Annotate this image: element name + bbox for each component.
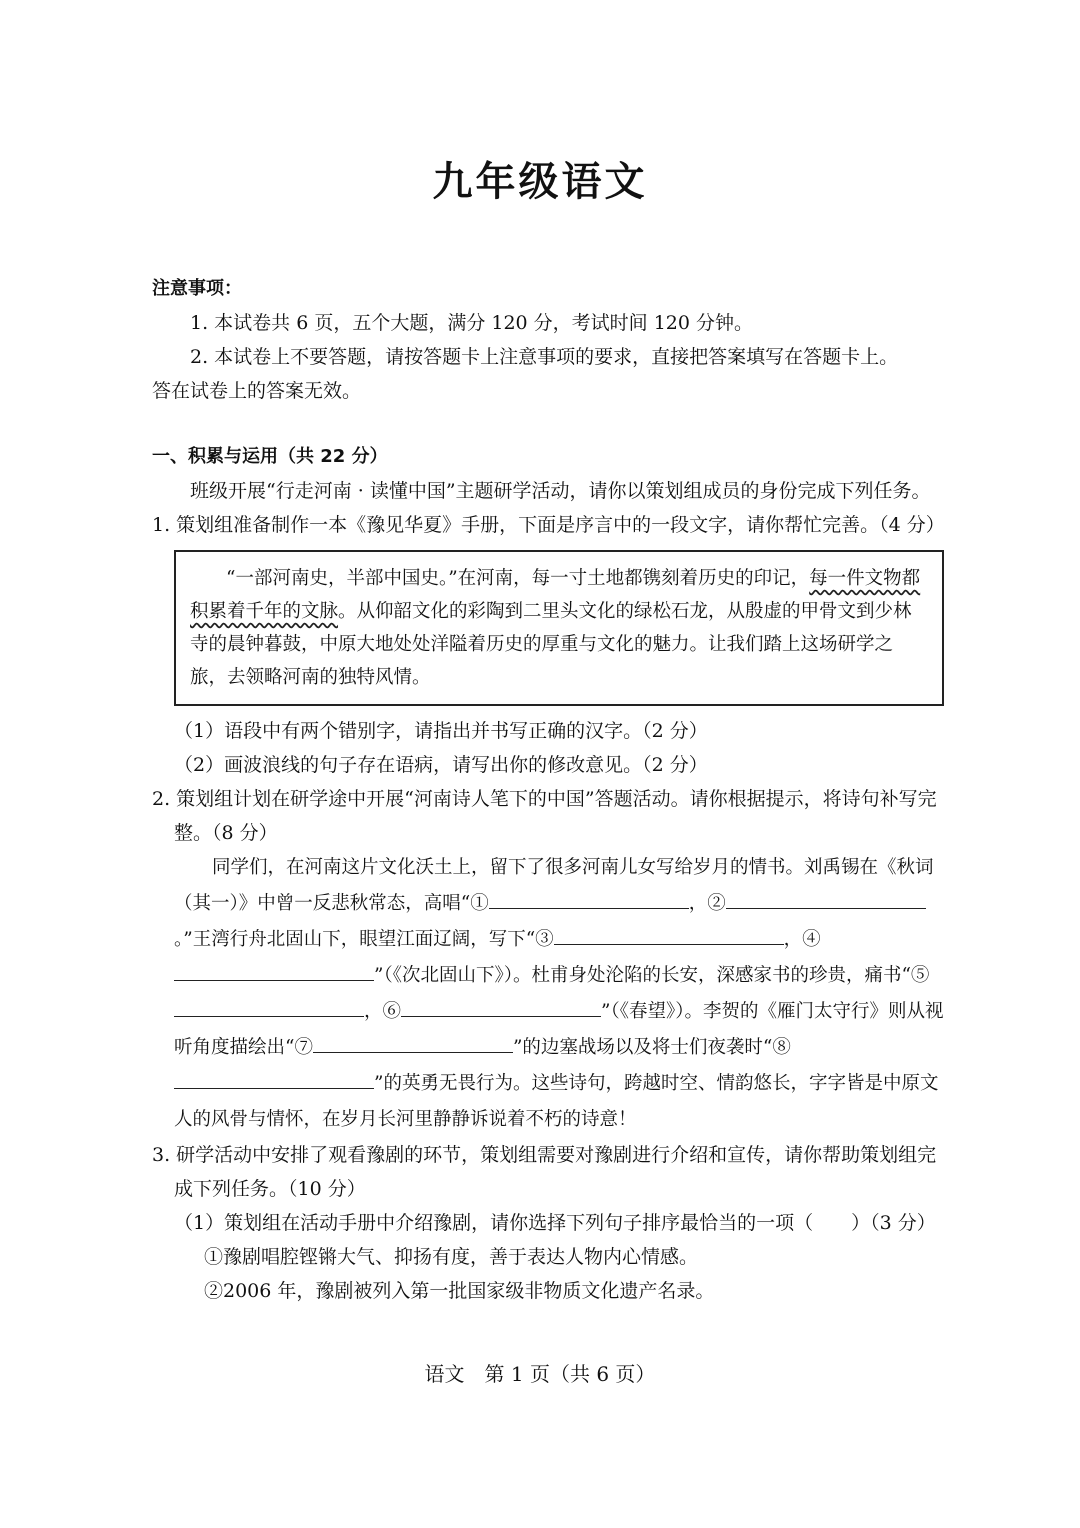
passage-text-before: “一部河南史，半部中国史。”在河南，每一寸土地都镌刻着历史的印记，: [226, 568, 810, 589]
poem-fill-paragraph: [152, 850, 944, 1138]
poem-text: ，④: [783, 929, 821, 950]
question-2-stem: 2. 策划组计划在研学途中开展“河南诗人笔下的中国”答题活动。请你根据提示，将诗句补写完整。（8 分）: [152, 788, 937, 844]
question-3-sub-1: （1）策划组在活动手册中介绍豫剧，请你选择下列句子排序最恰当的一项（ ）（3 分）: [174, 1212, 936, 1234]
question-3-stem: 3. 研学活动中安排了观看豫剧的环节，策划组需要对豫剧进行介绍和宣传，请你帮助策划组完成下列任务。（10 分）: [152, 1144, 937, 1200]
notice-item-1: 1. 本试卷共 6 页，五个大题，满分 120 分，考试时间 120 分钟。: [190, 312, 754, 334]
preface-passage-box: [174, 550, 944, 706]
preface-passage: [190, 562, 928, 694]
answer-blank-2[interactable]: [726, 886, 926, 909]
option-2: ②2006 年，豫剧被列入第一批国家级非物质文化遗产名录。: [204, 1280, 715, 1302]
answer-blank-6[interactable]: [401, 994, 601, 1017]
answer-blank-3[interactable]: [554, 922, 784, 945]
exam-content: [152, 272, 944, 1308]
poem-text: ”的边塞战场以及将士们夜袭时“⑧: [512, 1037, 791, 1058]
question-1-sub-2: （2）画波浪线的句子存在语病，请写出你的修改意见。（2 分）: [174, 754, 708, 776]
poem-text: 同学们，在河南这片文化沃土上，留下了很多河南儿女写给岁月的情书。刘禹锡在《秋词（其一）》中曾一反悲秋常态，高唱“①: [174, 857, 934, 914]
poem-text: ”的英勇无畏行为。这些诗句，跨越时空、情韵悠长，字字皆是中原文人的风骨与情怀，在岁月长河里静静诉说着不朽的诗意！: [174, 1073, 939, 1130]
notice-heading: 注意事项：: [152, 278, 242, 299]
question-1-stem: 1. 策划组准备制作一本《豫见华夏》手册，下面是序言中的一段文字，请你帮忙完善。（4 分）: [152, 514, 945, 536]
poem-text: ”（《次北固山下》）。杜甫身处沦陷的长安，深感家书的珍贵，痛书“⑤: [374, 965, 930, 986]
page-footer: 语文 第 1 页（共 6 页）: [424, 1362, 656, 1386]
question-1-sub-1: （1）语段中有两个错别字，请指出并书写正确的汉字。（2 分）: [174, 720, 708, 742]
answer-blank-5[interactable]: [174, 994, 364, 1017]
poem-text: ，②: [688, 893, 726, 914]
passage-text-after: 。从仰韶文化的彩陶到二里头文化的绿松石龙，从殷虚的甲骨文到少林寺的晨钟暮鼓，中原大地处处洋隘着历史的厚重与文化的魅力。让我们踏上这场研学之旅，去领略河南的独特风情。: [190, 601, 912, 688]
section-intro: 班级开展“行走河南 · 读懂中国”主题研学活动，请你以策划组成员的身份完成下列任务。: [190, 480, 931, 502]
poem-text: 。”王湾行舟北固山下，眼望江面辽阔，写下“③: [174, 929, 554, 950]
page-title: 九年级语文: [432, 159, 648, 205]
answer-blank-1[interactable]: [489, 886, 689, 909]
notice-item-2: 2. 本试卷上不要答题，请按答题卡上注意事项的要求，直接把答案填写在答题卡上。: [190, 346, 899, 368]
option-1: ①豫剧唱腔铿锵大气、抑扬有度，善于表达人物内心情感。: [204, 1246, 699, 1268]
section-heading: 一、积累与运用（共 22 分）: [152, 446, 388, 467]
wavy-underlined-sentence: 每一件文物都积累着千年的文脉: [190, 568, 921, 622]
answer-blank-8[interactable]: [174, 1066, 374, 1089]
answer-blank-7[interactable]: [313, 1030, 513, 1053]
answer-blank-4[interactable]: [174, 958, 374, 981]
poem-text: ”（《春望》）。李贺的《雁门太守行》则从视听角度描绘出“⑦: [174, 1001, 944, 1058]
poem-text: ，⑥: [364, 1001, 402, 1022]
notice-item-2-continued: 答在试卷上的答案无效。: [152, 380, 362, 402]
